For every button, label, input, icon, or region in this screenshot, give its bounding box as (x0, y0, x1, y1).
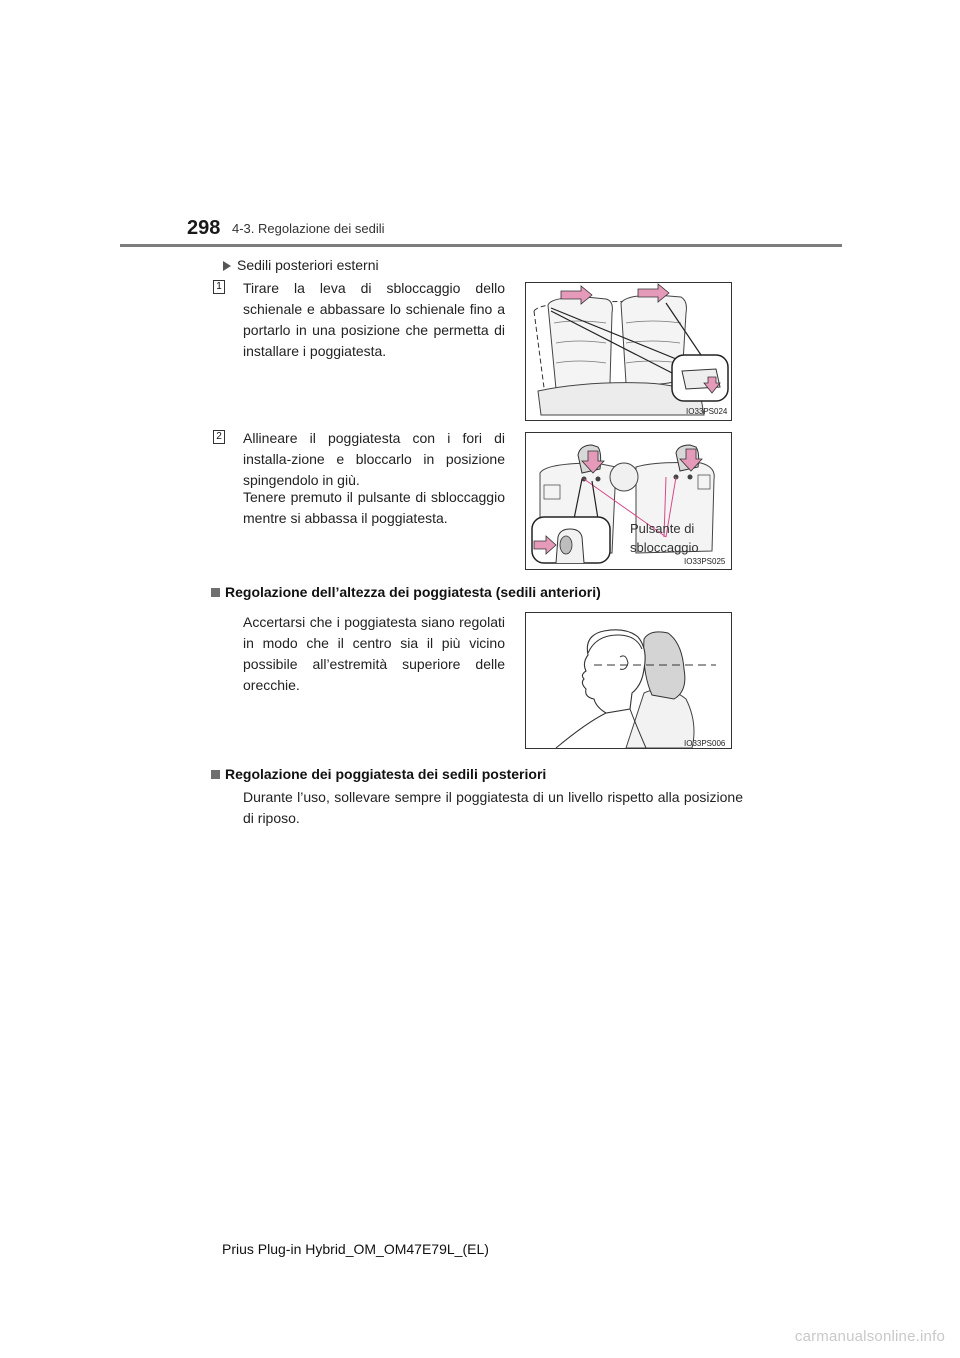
subsection-title-text: Sedili posteriori esterni (237, 257, 379, 273)
callout-label-line2: sbloccaggio (630, 540, 699, 555)
seatback-illustration (526, 283, 731, 420)
heading-rear-adjust (211, 766, 546, 782)
figure-code-2: IO33PS025 (684, 557, 726, 566)
heading-rear-adjust-text: Regolazione dei poggiatesta dei sedili posteriori (225, 766, 547, 782)
subsection-title (223, 257, 379, 273)
step-1-text: Tirare la leva di sbloccaggio dello schienale e abbassare lo schienale fino a portarlo in una posizione che permetta di installare i poggiatesta. (243, 280, 505, 359)
triangle-bullet-icon (223, 261, 231, 271)
figure-seatback-release (525, 282, 732, 421)
watermark: carmanualsonline.info (794, 1328, 945, 1345)
figure-front-headrest-height (525, 612, 732, 749)
page-number: 298 (187, 217, 221, 239)
heading-front-height-text: Regolazione dell’altezza dei poggiatesta (sedili anteriori) (225, 584, 601, 600)
footer-document-id: Prius Plug-in Hybrid_OM_OM47E79L_(EL) (222, 1241, 489, 1257)
front-height-text: Accertarsi che i poggiatesta siano regolati in modo che il centro sia il più vicino possibile all’estremità superiore delle orecchie. (243, 614, 505, 693)
step-number-1: 1 (213, 280, 225, 294)
rear-adjust-text: Durante l’uso, sollevare sempre il poggiatesta di un livello rispetto alla posizione di riposo. (243, 789, 743, 826)
header-divider (120, 244, 842, 247)
section-title: 4-3. Regolazione dei sedili (232, 221, 385, 236)
headrest-install-illustration (526, 433, 731, 569)
square-bullet-icon (211, 770, 220, 779)
heading-front-height (211, 584, 601, 600)
step-number-2: 2 (213, 430, 225, 444)
step-2-note: Tenere premuto il pulsante di sbloccaggio mentre si abbassa il poggiatesta. (243, 489, 505, 526)
square-bullet-icon (211, 588, 220, 597)
callout-label-line1: Pulsante di (630, 521, 695, 536)
head-profile-illustration (526, 613, 731, 748)
figure-code-1: IO33PS024 (686, 407, 728, 416)
figure-headrest-install (525, 432, 732, 570)
step-2-text: Allineare il poggiatesta con i fori di installa-zione e bloccarlo in posizione spingendolo in giù. (243, 430, 505, 488)
figure-code-3: IO33PS006 (684, 739, 726, 748)
